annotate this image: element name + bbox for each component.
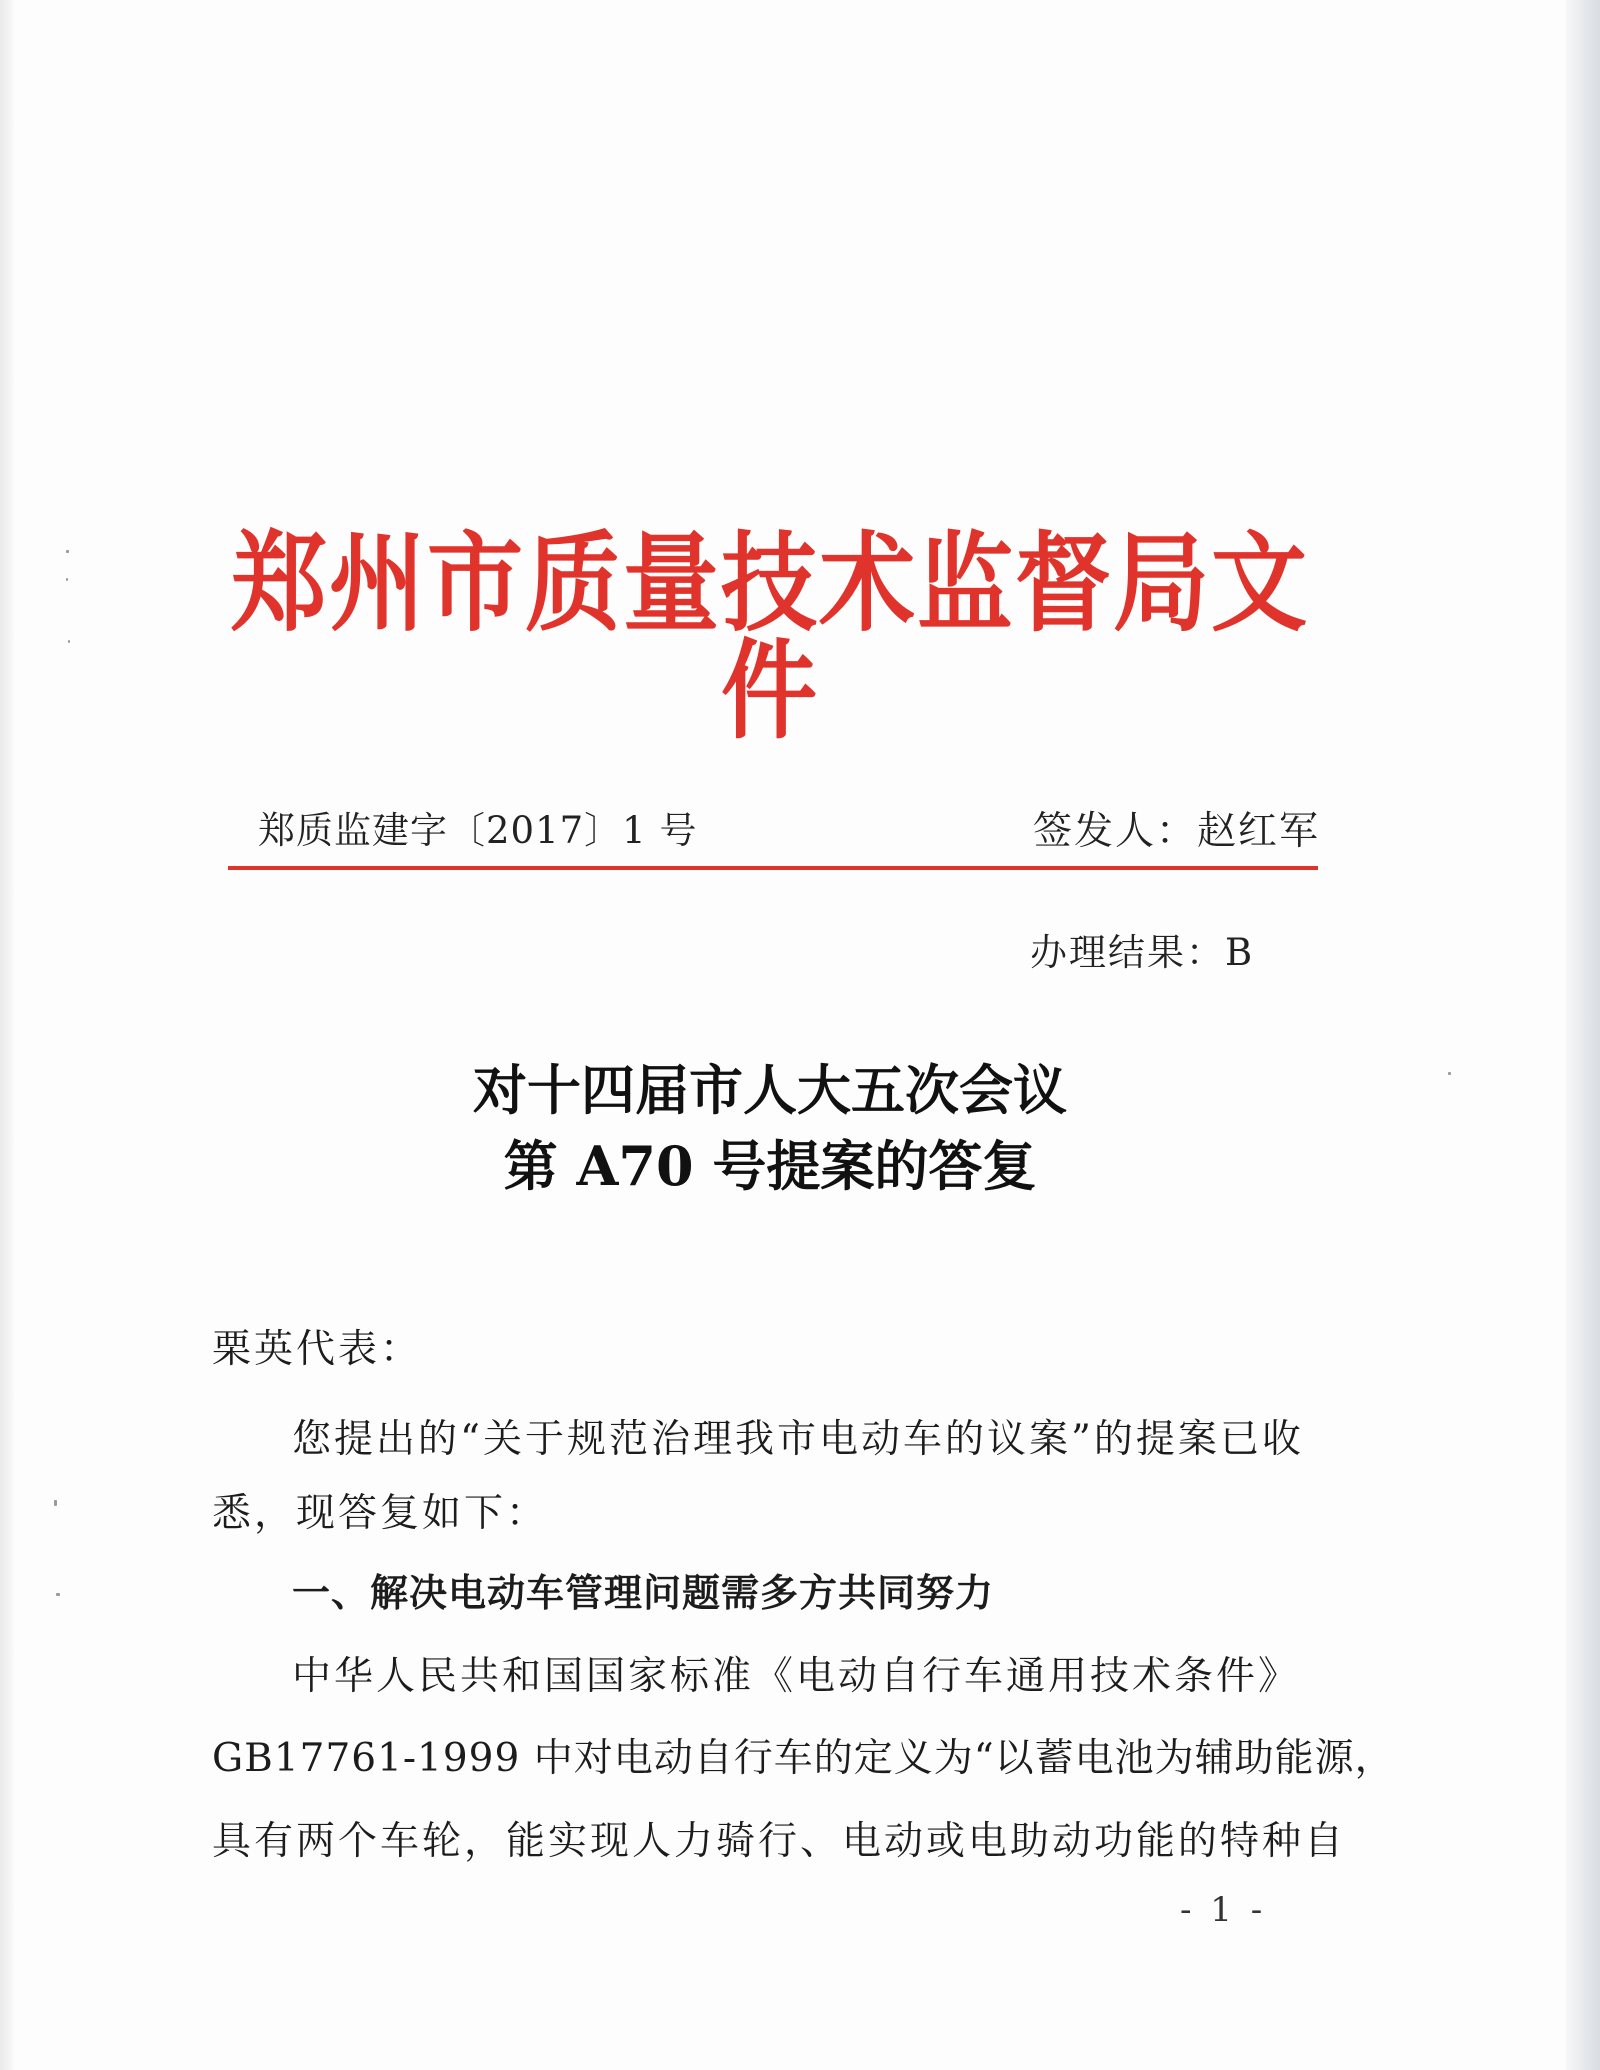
handling-result: 办理结果：B bbox=[1030, 931, 1255, 974]
red-divider-line bbox=[228, 866, 1318, 870]
letterhead-title: 郑州市质量技术监督局文件 bbox=[231, 519, 1309, 754]
body-line: 中华人民共和国国家标准《电动自行车通用技术条件》 bbox=[292, 1654, 1301, 1699]
scan-artifact bbox=[68, 640, 70, 643]
scan-artifact bbox=[56, 1593, 60, 1596]
scan-edge-left bbox=[0, 0, 14, 2070]
document-number: 郑质监建字〔2017〕1 号 bbox=[258, 809, 698, 852]
paragraph-line: 悉，现答复如下： bbox=[212, 1491, 549, 1536]
salutation: 栗英代表： bbox=[212, 1327, 423, 1372]
page-number: - 1 - bbox=[1180, 1890, 1267, 1930]
scan-artifact bbox=[66, 578, 68, 581]
body-line: 具有两个车轮，能实现人力骑行、电动或电助动功能的特种自 bbox=[212, 1819, 1347, 1864]
scan-artifact bbox=[1448, 1072, 1451, 1075]
document-title bbox=[300, 1052, 1240, 1204]
title-line-1: 对十四届市人大五次会议 bbox=[473, 1058, 1067, 1122]
section-heading: 一、解决电动车管理问题需多方共同努力 bbox=[292, 1571, 995, 1615]
signer: 签发人：赵红军 bbox=[1032, 809, 1320, 854]
body-line: GB17761-1999 中对电动自行车的定义为“以蓄电池为辅助能源， bbox=[212, 1736, 1395, 1781]
scan-artifact bbox=[54, 1500, 57, 1506]
paragraph-line: 您提出的“关于规范治理我市电动车的议案”的提案已收 bbox=[292, 1417, 1304, 1462]
scan-edge-right bbox=[1566, 0, 1600, 2070]
scan-artifact bbox=[66, 550, 69, 553]
title-line-2: 第 A70 号提案的答复 bbox=[503, 1134, 1037, 1198]
